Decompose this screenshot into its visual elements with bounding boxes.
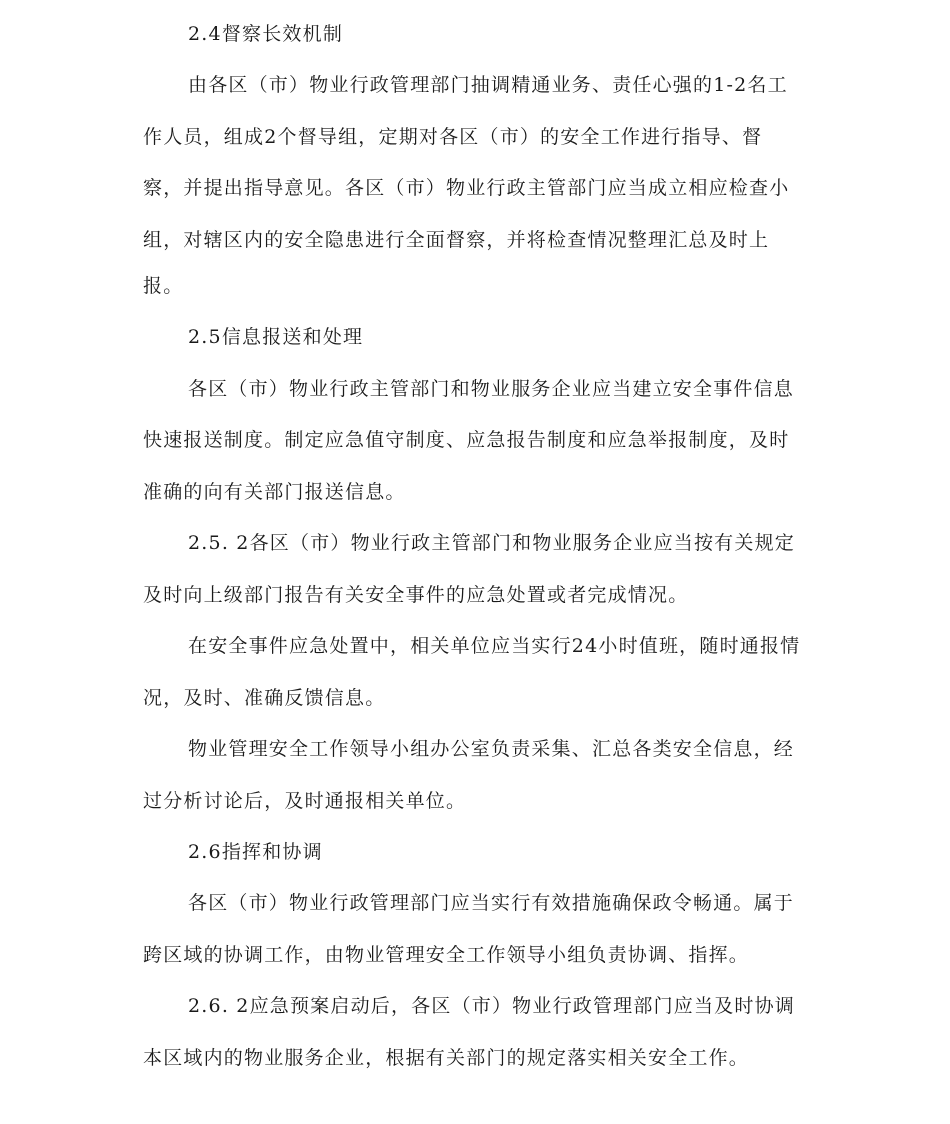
paragraph-line: 在安全事件应急处置中，相关单位应当实行24小时值班，随时通报情 [188, 635, 801, 657]
subsection-2-5-2-line: 2.5. 2各区（市）物业行政主管部门和物业服务企业应当按有关规定 [188, 532, 795, 554]
paragraph-line: 由各区（市）物业行政管理部门抽调精通业务、责任心强的1-2名工 [188, 74, 788, 96]
paragraph-line: 本区域内的物业服务企业，根据有关部门的规定落实相关安全工作。 [143, 1047, 750, 1069]
paragraph-line: 各区（市）物业行政管理部门应当实行有效措施确保政令畅通。属于 [188, 892, 795, 914]
paragraph-line: 报。 [143, 275, 184, 297]
paragraph-line: 过分析讨论后，及时通报相关单位。 [143, 790, 467, 812]
paragraph-line: 况，及时、准确反馈信息。 [143, 687, 386, 709]
subsection-2-6-2-line: 2.6. 2应急预案启动后，各区（市）物业行政管理部门应当及时协调 [188, 995, 795, 1017]
paragraph-line: 及时向上级部门报告有关安全事件的应急处置或者完成情况。 [143, 584, 689, 606]
paragraph-line: 准确的向有关部门报送信息。 [143, 481, 406, 503]
paragraph-line: 组，对辖区内的安全隐患进行全面督察，并将检查情况整理汇总及时上 [143, 229, 770, 251]
heading-2-5: 2.5信息报送和处理 [188, 326, 364, 348]
paragraph-line: 各区（市）物业行政主管部门和物业服务企业应当建立安全事件信息 [188, 378, 795, 400]
paragraph-line: 作人员，组成2个督导组，定期对各区（市）的安全工作进行指导、督 [143, 126, 763, 148]
heading-2-6: 2.6指挥和协调 [188, 841, 323, 863]
paragraph-line: 物业管理安全工作领导小组办公室负责采集、汇总各类安全信息，经 [188, 738, 795, 760]
paragraph-line: 快速报送制度。制定应急值守制度、应急报告制度和应急举报制度，及时 [143, 429, 790, 451]
heading-2-4: 2.4督察长效机制 [188, 23, 344, 45]
paragraph-line: 跨区域的协调工作，由物业管理安全工作领导小组负责协调、指挥。 [143, 944, 750, 966]
paragraph-line: 察，并提出指导意见。各区（市）物业行政主管部门应当成立相应检查小 [143, 177, 790, 199]
